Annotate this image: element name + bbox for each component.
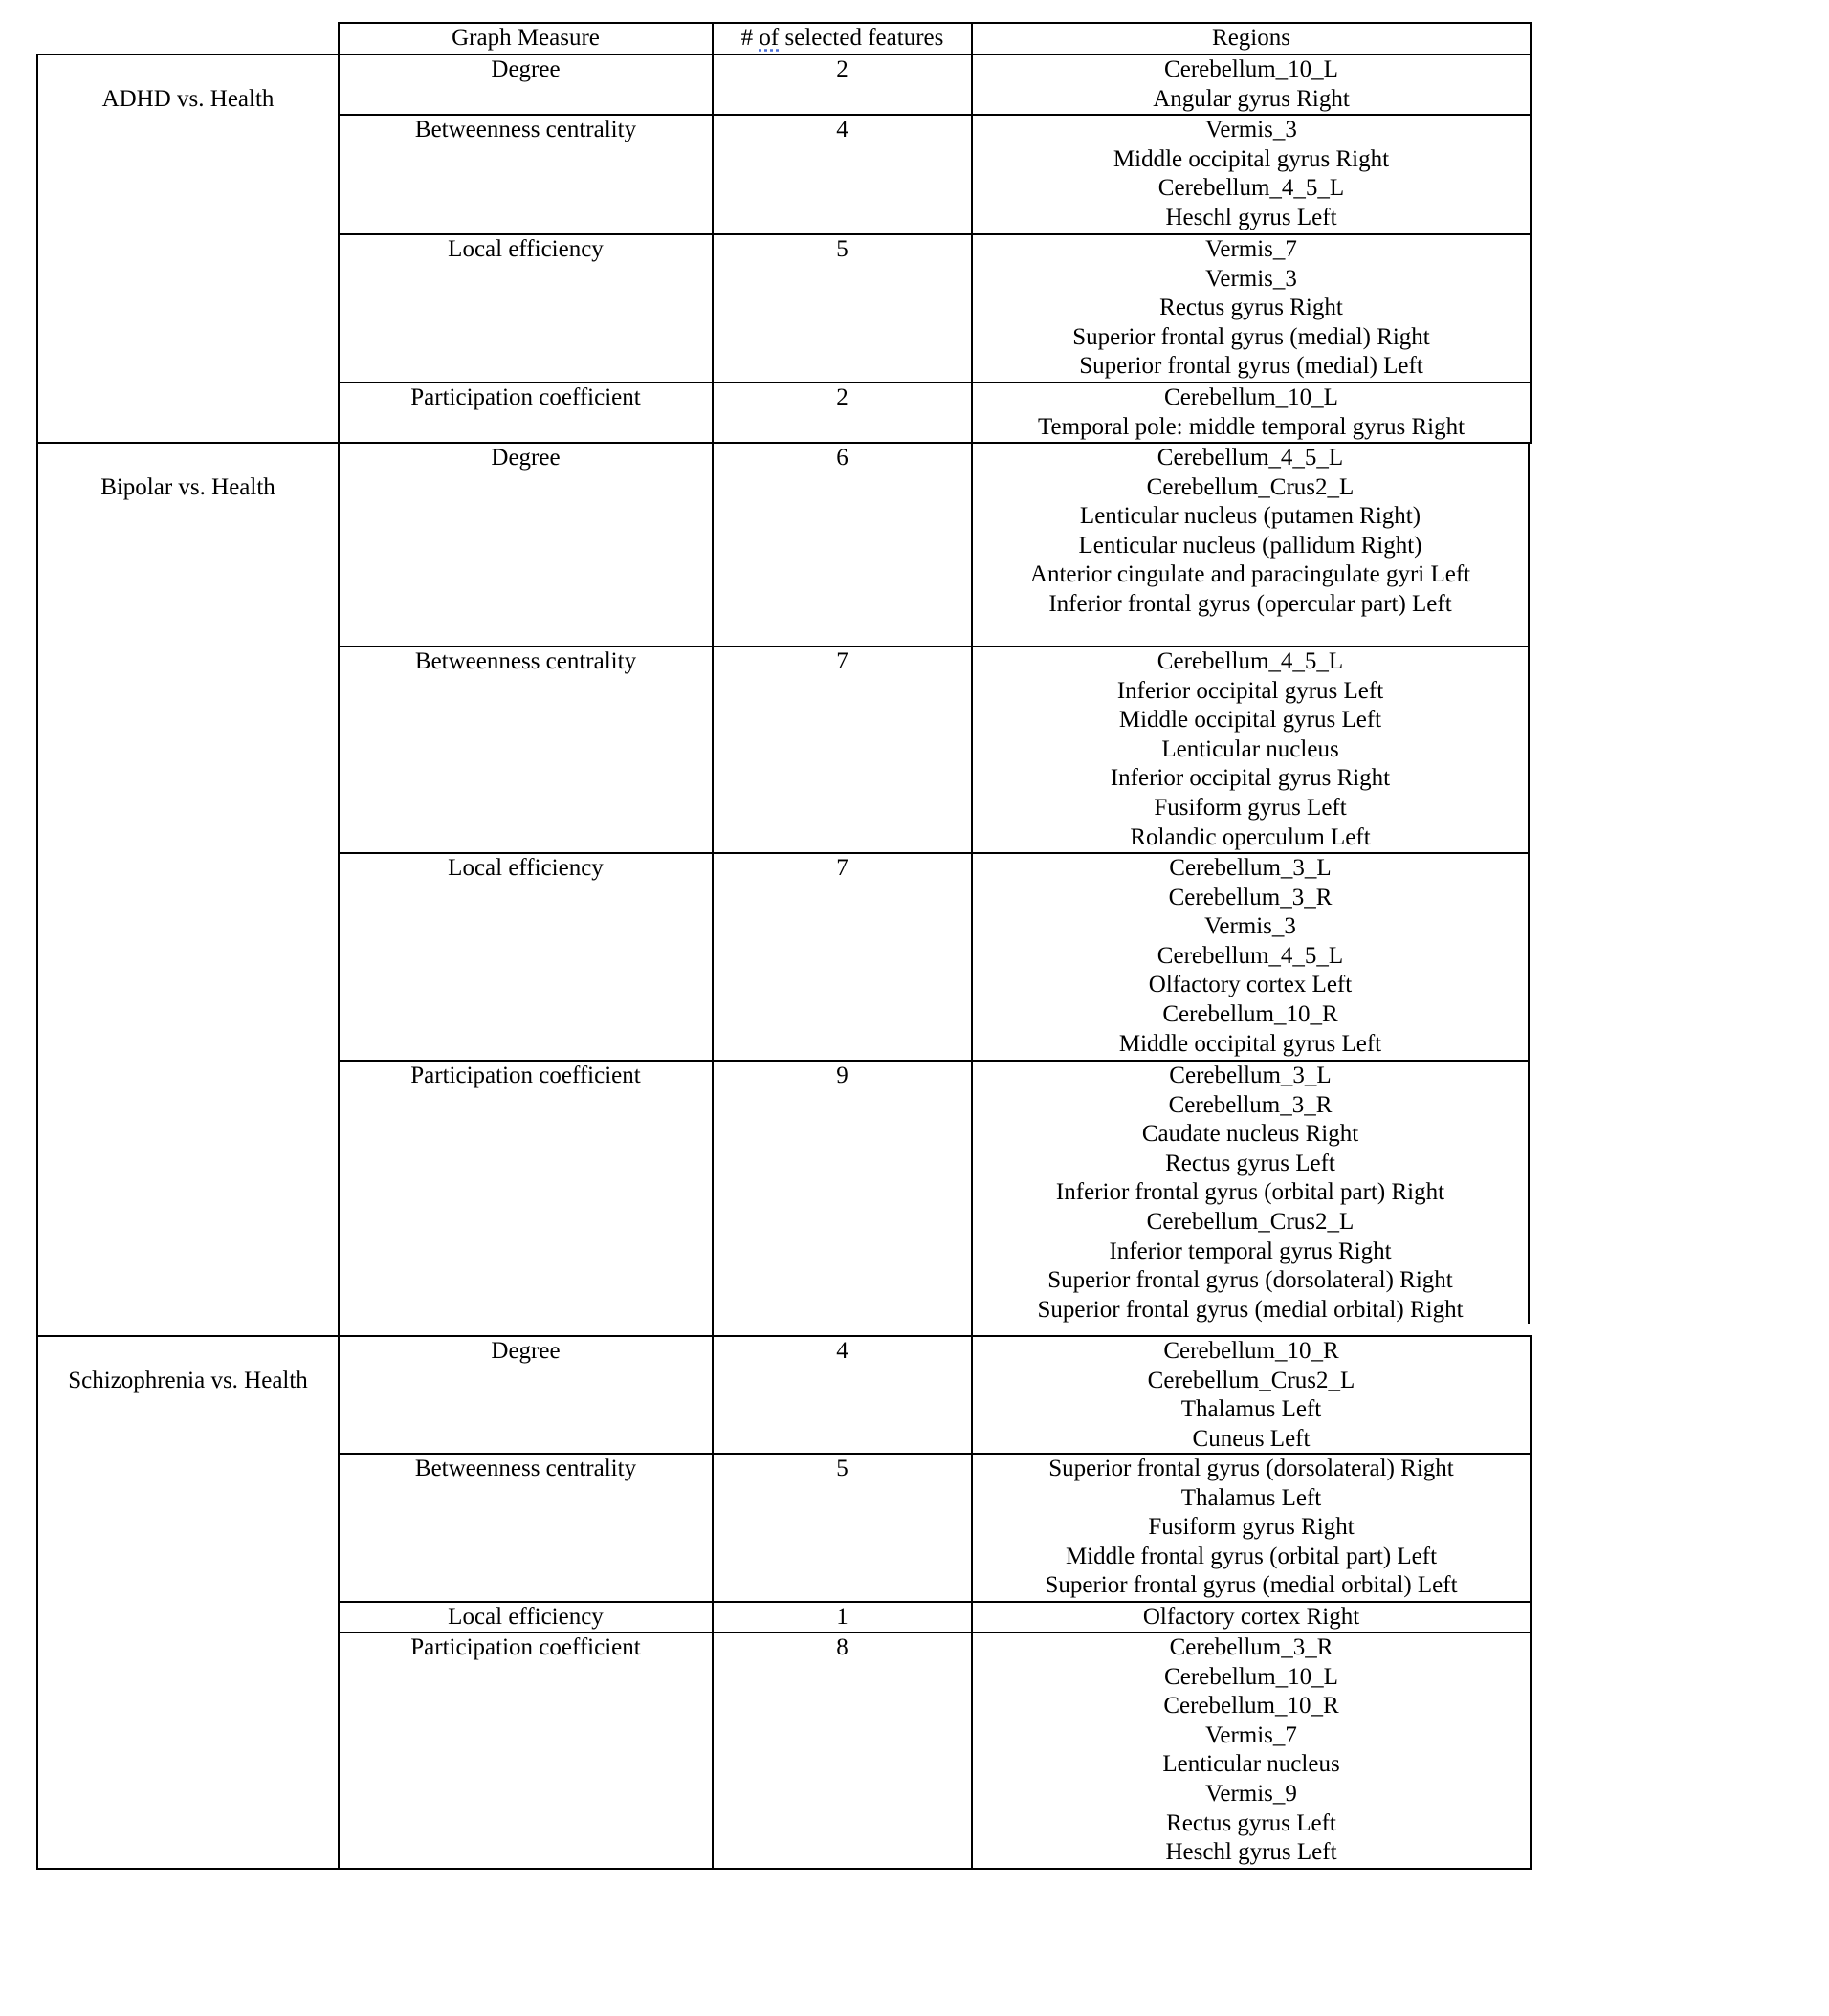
graph-measure: Local efficiency bbox=[448, 855, 604, 881]
feature-count-cell bbox=[712, 1632, 973, 1870]
graph-measure: Betweenness centrality bbox=[414, 117, 637, 142]
region-item: Caudate nucleus Right bbox=[1141, 1121, 1359, 1148]
graph-measure-cell bbox=[338, 54, 714, 116]
header-graph-measure bbox=[338, 22, 714, 55]
region-item: Heschl gyrus Left bbox=[1165, 204, 1337, 230]
regions-cell bbox=[971, 114, 1532, 235]
region-item: Fusiform gyrus Right bbox=[1148, 1514, 1355, 1541]
group-label-cell bbox=[36, 442, 340, 1337]
graph-measure-cell bbox=[338, 114, 714, 235]
region-item: Vermis_3 bbox=[1205, 265, 1297, 292]
region-item: Cerebellum_Crus2_L bbox=[1146, 473, 1355, 500]
region-item: Thalamus Left bbox=[1180, 1396, 1322, 1423]
region-item: Rectus gyrus Left bbox=[1166, 1809, 1336, 1836]
region-item: Rolandic operculum Left bbox=[1130, 823, 1371, 850]
feature-count-cell bbox=[712, 1601, 973, 1633]
regions-cell bbox=[971, 852, 1530, 1062]
group-label: ADHD vs. Health bbox=[101, 86, 275, 112]
region-item: Cerebellum_4_5_L bbox=[1157, 175, 1345, 202]
graph-measure-cell bbox=[338, 1601, 714, 1633]
feature-count-cell bbox=[712, 1453, 973, 1603]
graph-measure: Degree bbox=[491, 56, 561, 82]
graph-measure-cell bbox=[338, 1453, 714, 1603]
feature-count: 4 bbox=[836, 1338, 848, 1364]
feature-count: 6 bbox=[836, 445, 848, 471]
region-item: Cerebellum_3_R bbox=[1168, 884, 1333, 910]
graph-measure: Betweenness centrality bbox=[414, 648, 637, 674]
graph-measure-cell bbox=[338, 646, 714, 854]
region-item: Vermis_3 bbox=[1205, 117, 1297, 142]
region-item: Lenticular nucleus bbox=[1161, 735, 1339, 762]
region-item: Vermis_7 bbox=[1205, 236, 1297, 262]
region-item: Cerebellum_10_R bbox=[1163, 1693, 1339, 1720]
region-item: Inferior frontal gyrus (orbital part) Right bbox=[1055, 1179, 1445, 1206]
header-num-features-of: of bbox=[759, 25, 780, 51]
region-item: Olfactory cortex Left bbox=[1148, 972, 1353, 998]
regions-cell bbox=[971, 1453, 1532, 1603]
region-item: Cerebellum_10_L bbox=[1164, 1663, 1338, 1690]
header-regions bbox=[971, 22, 1532, 55]
feature-count-cell bbox=[712, 646, 973, 854]
region-item: Olfactory cortex Right bbox=[1142, 1604, 1360, 1630]
region-item: Middle occipital gyrus Left bbox=[1118, 1030, 1382, 1057]
region-item: Inferior occipital gyrus Left bbox=[1116, 677, 1384, 704]
regions-cell bbox=[971, 442, 1530, 647]
feature-count-cell bbox=[712, 382, 973, 444]
region-item: Superior frontal gyrus (medial orbital) Left bbox=[1045, 1572, 1458, 1599]
region-item: Middle occipital gyrus Left bbox=[1118, 707, 1382, 734]
region-item: Heschl gyrus Left bbox=[1165, 1839, 1337, 1866]
feature-count-cell bbox=[712, 114, 973, 235]
header-num-features bbox=[712, 22, 973, 55]
group-label-cell bbox=[36, 54, 340, 444]
header-num-features-label bbox=[714, 24, 971, 53]
region-item: Rectus gyrus Right bbox=[1159, 295, 1343, 321]
graph-measure: Local efficiency bbox=[448, 236, 604, 262]
graph-measure: Participation coefficient bbox=[410, 384, 641, 410]
group-label: Schizophrenia vs. Health bbox=[68, 1368, 308, 1393]
graph-measure-cell bbox=[338, 1335, 714, 1455]
graph-measure-cell bbox=[338, 1060, 714, 1337]
region-item: Inferior occipital gyrus Right bbox=[1110, 765, 1391, 792]
region-item: Superior frontal gyrus (dorsolateral) Right bbox=[1047, 1267, 1453, 1294]
feature-count: 7 bbox=[836, 855, 848, 881]
region-item: Superior frontal gyrus (dorsolateral) Right bbox=[1048, 1456, 1454, 1481]
region-item: Cerebellum_3_L bbox=[1169, 1063, 1332, 1088]
region-item: Cerebellum_10_R bbox=[1162, 1000, 1338, 1027]
header-num-features-prefix: # bbox=[740, 25, 760, 51]
feature-count: 1 bbox=[836, 1604, 848, 1630]
feature-count: 5 bbox=[836, 1456, 848, 1481]
region-item: Temporal pole: middle temporal gyrus Right bbox=[1037, 413, 1465, 440]
regions-cell bbox=[971, 1335, 1532, 1455]
region-item: Cerebellum_4_5_L bbox=[1157, 942, 1344, 969]
region-item: Cerebellum_10_R bbox=[1163, 1338, 1339, 1364]
group-label: Bipolar vs. Health bbox=[100, 474, 275, 500]
region-item: Cuneus Left bbox=[1192, 1425, 1311, 1452]
regions-cell bbox=[971, 646, 1530, 854]
region-item: Inferior frontal gyrus (opercular part) Left bbox=[1048, 590, 1452, 617]
feature-count: 7 bbox=[836, 648, 848, 674]
graph-measure: Degree bbox=[491, 445, 561, 471]
graph-measure-cell bbox=[338, 233, 714, 383]
region-item: Lenticular nucleus bbox=[1162, 1751, 1340, 1778]
region-item: Anterior cingulate and paracingulate gyri Left bbox=[1029, 561, 1471, 588]
regions-cell bbox=[971, 1060, 1530, 1324]
feature-count-cell bbox=[712, 442, 973, 647]
region-item: Cerebellum_4_5_L bbox=[1157, 648, 1344, 674]
region-item: Lenticular nucleus (pallidum Right) bbox=[1078, 532, 1422, 559]
region-item: Cerebellum_10_L bbox=[1164, 384, 1338, 410]
region-item: Vermis_9 bbox=[1205, 1780, 1297, 1807]
feature-count-cell bbox=[712, 1335, 973, 1455]
group-label-cell bbox=[36, 1335, 340, 1870]
region-item: Vermis_7 bbox=[1205, 1721, 1297, 1748]
feature-count: 2 bbox=[836, 384, 848, 410]
header-regions-label: Regions bbox=[1212, 25, 1290, 51]
graph-measure-cell bbox=[338, 852, 714, 1062]
region-item: Fusiform gyrus Left bbox=[1154, 794, 1347, 821]
region-item: Middle occipital gyrus Right bbox=[1113, 145, 1390, 172]
regions-cell bbox=[971, 233, 1532, 383]
region-item: Angular gyrus Right bbox=[1153, 85, 1350, 112]
feature-count-cell bbox=[712, 1060, 973, 1337]
graph-measure-cell bbox=[338, 1632, 714, 1870]
regions-cell bbox=[971, 1601, 1532, 1633]
regions-cell bbox=[971, 54, 1532, 116]
feature-count: 2 bbox=[836, 56, 848, 82]
graph-measure: Betweenness centrality bbox=[414, 1456, 637, 1481]
graph-measure: Participation coefficient bbox=[410, 1063, 641, 1088]
region-item: Vermis_3 bbox=[1204, 913, 1296, 940]
region-item: Cerebellum_Crus2_L bbox=[1147, 1367, 1355, 1393]
region-item: Cerebellum_3_R bbox=[1169, 1634, 1333, 1660]
feature-count-cell bbox=[712, 54, 973, 116]
header-graph-measure-label: Graph Measure bbox=[452, 25, 600, 51]
feature-count: 5 bbox=[836, 236, 848, 262]
region-item: Superior frontal gyrus (medial orbital) Right bbox=[1037, 1296, 1464, 1323]
graph-measure: Local efficiency bbox=[448, 1604, 604, 1630]
region-item: Thalamus Left bbox=[1180, 1484, 1322, 1511]
regions-cell bbox=[971, 1632, 1532, 1870]
region-item: Rectus gyrus Left bbox=[1165, 1150, 1335, 1176]
graph-measure: Participation coefficient bbox=[410, 1634, 641, 1660]
region-item: Middle frontal gyrus (orbital part) Left bbox=[1065, 1543, 1438, 1569]
region-item: Cerebellum_3_R bbox=[1168, 1091, 1333, 1118]
feature-count: 4 bbox=[836, 117, 848, 142]
region-item: Cerebellum_4_5_L bbox=[1157, 445, 1344, 471]
feature-count: 9 bbox=[836, 1063, 848, 1088]
graph-measure-cell bbox=[338, 442, 714, 647]
region-item: Cerebellum_10_L bbox=[1164, 56, 1338, 82]
region-item: Inferior temporal gyrus Right bbox=[1109, 1238, 1392, 1264]
region-item: Lenticular nucleus (putamen Right) bbox=[1079, 503, 1421, 530]
region-item: Superior frontal gyrus (medial) Right bbox=[1072, 323, 1430, 350]
header-num-features-suffix: selected features bbox=[779, 25, 944, 51]
feature-count-cell bbox=[712, 852, 973, 1062]
feature-count-cell bbox=[712, 233, 973, 383]
region-item: Superior frontal gyrus (medial) Left bbox=[1079, 353, 1423, 380]
graph-measure-cell bbox=[338, 382, 714, 444]
regions-cell bbox=[971, 382, 1532, 444]
feature-count: 8 bbox=[836, 1634, 848, 1660]
graph-measure: Degree bbox=[491, 1338, 561, 1364]
region-item: Cerebellum_3_L bbox=[1169, 855, 1332, 881]
region-item: Cerebellum_Crus2_L bbox=[1146, 1208, 1355, 1235]
